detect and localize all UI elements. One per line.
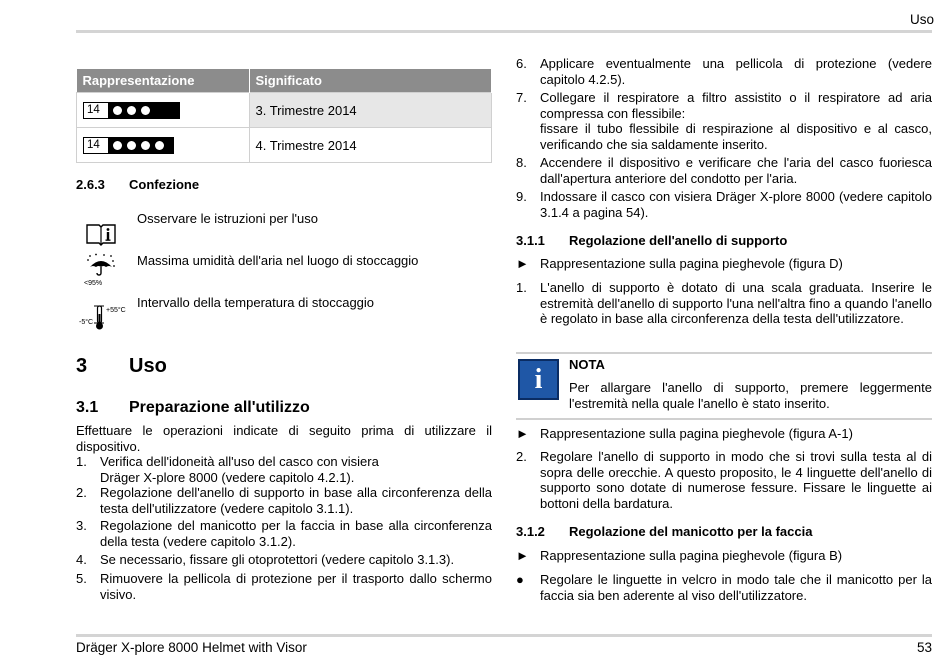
table-row bbox=[77, 93, 492, 128]
list-number: 9. bbox=[516, 189, 527, 204]
list-text: Collegare il respiratore a filtro assistito o il respiratore ad aria compressa con flessibile: bbox=[540, 90, 932, 121]
list-text: Regolazione del manicotto per la faccia in base alla circonferenza della testa (vedere capitolo 3.1.2). bbox=[100, 518, 492, 549]
list-number: 6. bbox=[516, 56, 527, 71]
date-code-table bbox=[76, 69, 492, 163]
list-text: L'anello di supporto è dotato di una scala graduata. Inserire le estremità dell'anello di supporto l'una nell'altra fino a quando l'anello è regolato in base alla circonferenza della testa dell'utilizzatore. bbox=[540, 280, 932, 326]
packaging-note-2: Massima umidità dell'aria nel luogo di stoccaggio bbox=[137, 253, 419, 268]
list-text: Se necessario, fissare gli otoprotettori (vedere capitolo 3.1.3). bbox=[100, 552, 455, 567]
bullet-marker: ● bbox=[516, 572, 524, 587]
list-text: Verifica dell'idoneità all'uso del casco con visiera Dräger X-plore 8000 (vedere capitolo 4.2.1). bbox=[100, 454, 379, 485]
chapter-3-title: Uso bbox=[129, 355, 167, 377]
page-number: 53 bbox=[916, 640, 932, 655]
arrow-text: Rappresentazione sulla pagina pieghevole (figura B) bbox=[540, 548, 843, 563]
running-header: Uso bbox=[909, 12, 934, 27]
arrow-text: Rappresentazione sulla pagina pieghevole (figura A-1) bbox=[540, 426, 853, 441]
packaging-note-1: Osservare le istruzioni per l'uso bbox=[137, 211, 318, 226]
chapter-3-number: 3 bbox=[76, 355, 88, 377]
list-number: 1. bbox=[516, 280, 527, 295]
section-3-1-intro: Effettuare le operazioni indicate di seguito prima di utilizzare il dispositivo. bbox=[76, 423, 492, 454]
list-text: Accendere il dispositivo e verificare che l'aria del casco fuoriesca dall'apertura anteriore del condotto per l'aria. bbox=[540, 155, 932, 186]
section-3-1-number: 3.1 bbox=[76, 399, 99, 416]
humidity-label: <95% bbox=[84, 280, 103, 287]
list-text: Applicare eventualmente una pellicola di protezione (vedere capitolo 4.2.5). bbox=[540, 56, 932, 87]
section-3-1-1-title: Regolazione dell'anello di supporto bbox=[569, 233, 788, 248]
footer-product: Dräger X-plore 8000 Helmet with Visor bbox=[76, 640, 307, 655]
list-number: 8. bbox=[516, 155, 527, 170]
list-number: 1. bbox=[76, 454, 87, 469]
arrow-marker: ► bbox=[516, 426, 529, 441]
list-text: Rimuovere la pellicola di protezione per il trasporto dallo schermo visivo. bbox=[100, 571, 492, 602]
date-code-year: 14 bbox=[84, 138, 109, 153]
arrow-marker: ► bbox=[516, 548, 529, 563]
table-cell-symbol bbox=[77, 128, 250, 163]
quarter-dots-3 bbox=[109, 103, 179, 118]
list-text: Regolare l'anello di supporto in modo che si trovi sulla testa al di sopra delle orecchie. A questo proposito, le 4 linguette dell'anello di supporto sono dotate di numerose fessure. Fissare le linguette ai bottoni della bardatura. bbox=[540, 449, 932, 511]
arrow-text: Rappresentazione sulla pagina pieghevole (figura D) bbox=[540, 256, 843, 271]
umbrella-rain-icon bbox=[85, 253, 117, 281]
table-cell-meaning: 3. Trimestre 2014 bbox=[249, 93, 492, 128]
table-header-meaning: Significato bbox=[249, 69, 492, 93]
table-row bbox=[77, 128, 492, 163]
list-text-continued: fissare il tubo flessibile di respirazione al dispositivo e al casco, verificando che sia saldamente inserito. bbox=[540, 121, 932, 152]
quarter-dots-4 bbox=[109, 138, 173, 153]
section-2-6-3-number: 2.6.3 bbox=[76, 177, 105, 192]
list-number: 3. bbox=[76, 518, 87, 533]
section-3-1-2-number: 3.1.2 bbox=[516, 524, 545, 539]
list-number: 5. bbox=[76, 571, 87, 586]
note-title: NOTA bbox=[569, 357, 605, 372]
list-number: 7. bbox=[516, 90, 527, 105]
section-2-6-3-title: Confezione bbox=[129, 177, 200, 192]
temperature-min-label: -5°C bbox=[79, 319, 94, 326]
list-number: 4. bbox=[76, 552, 87, 567]
info-icon: i bbox=[518, 359, 559, 400]
packaging-note-3: Intervallo della temperatura di stoccaggio bbox=[137, 295, 375, 310]
header-rule bbox=[76, 30, 932, 33]
list-text: Indossare il casco con visiera Dräger X-plore 8000 (vedere capitolo 3.1.4 a pagina 54). bbox=[540, 189, 932, 220]
temperature-max-label: +55°C bbox=[106, 307, 126, 314]
table-cell-symbol bbox=[77, 93, 250, 128]
arrow-marker: ► bbox=[516, 256, 529, 271]
note-text: Per allargare l'anello di supporto, premere leggermente l'estremità nella quale l'anello è stato inserito. bbox=[569, 380, 932, 411]
footer-rule bbox=[76, 634, 932, 637]
list-number: 2. bbox=[516, 449, 527, 464]
table-header-representation: Rappresentazione bbox=[77, 69, 250, 93]
table-cell-meaning: 4. Trimestre 2014 bbox=[249, 128, 492, 163]
section-3-1-1-number: 3.1.1 bbox=[516, 233, 545, 248]
section-3-1-2-title: Regolazione del manicotto per la faccia bbox=[569, 524, 813, 539]
list-text: Regolazione dell'anello di supporto in base alla circonferenza della testa dell'utilizzatore (vedere capitolo 3.1.1). bbox=[100, 485, 492, 516]
date-code-symbol bbox=[83, 102, 180, 119]
date-code-year: 14 bbox=[84, 103, 109, 118]
date-code-symbol bbox=[83, 137, 174, 154]
list-number: 2. bbox=[76, 485, 87, 500]
bullet-text: Regolare le linguette in velcro in modo tale che il manicotto per la faccia sia ben aderente al viso dell'utilizzatore. bbox=[540, 572, 932, 603]
section-3-1-title: Preparazione all'utilizzo bbox=[129, 399, 310, 416]
book-info-icon bbox=[85, 222, 117, 246]
